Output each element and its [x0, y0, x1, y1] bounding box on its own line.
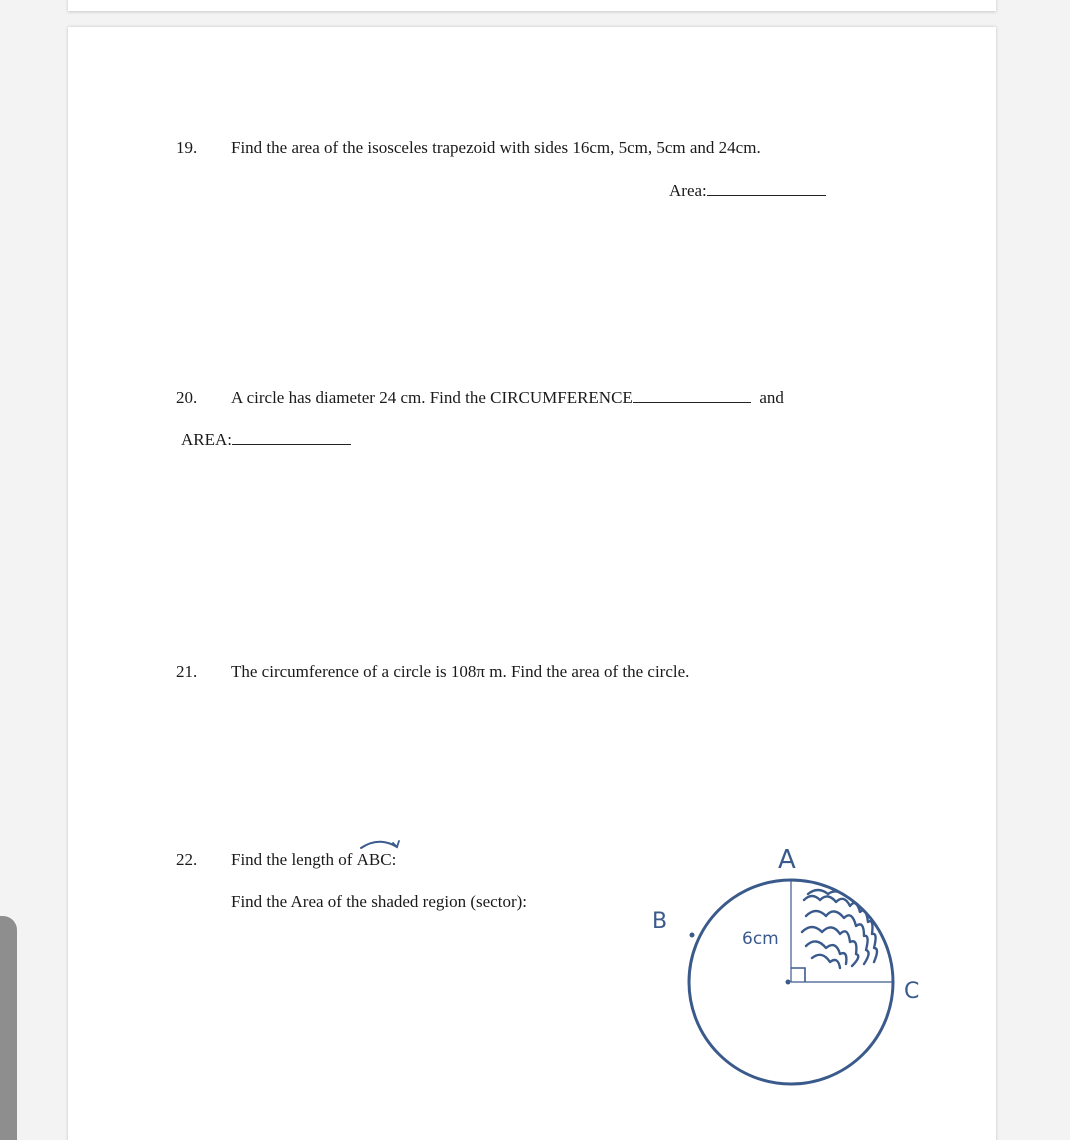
q20-text: A circle has diameter 24 cm. Find the CIRCUMFERENCE	[231, 388, 633, 407]
q20-area-label: AREA:	[181, 430, 232, 449]
q20-number: 20.	[176, 388, 198, 407]
shaded-sector	[802, 890, 877, 968]
q20-area	[181, 430, 351, 450]
previous-page	[68, 0, 996, 11]
q22-text1: Find the length of	[231, 850, 353, 869]
arc-symbol-icon	[357, 832, 401, 852]
q22-line1	[231, 850, 396, 870]
point-b-dot	[690, 933, 695, 938]
center-point	[786, 980, 791, 985]
q22-number: 22.	[176, 850, 198, 869]
q20-area-blank	[232, 430, 351, 445]
arc-abc	[357, 850, 392, 870]
q19-answer	[669, 181, 826, 201]
q20-and: and	[759, 388, 784, 407]
q21-number: 21.	[176, 662, 198, 681]
label-b: B	[652, 909, 668, 934]
q19-answer-blank	[707, 181, 826, 196]
arc-abc-text: ABC	[356, 850, 392, 869]
q22-text1-end: :	[391, 850, 397, 869]
q22-text2: Find the Area of the shaded region (sector):	[231, 892, 527, 911]
side-panel-tab[interactable]	[0, 916, 17, 1140]
q20-circumference-blank	[633, 388, 751, 403]
circle-sector-figure	[636, 836, 936, 1096]
radius-label: 6cm	[742, 929, 779, 949]
q21-text: The circumference of a circle is 108π m. Find the area of the circle.	[231, 662, 690, 681]
label-c: C	[904, 979, 920, 1004]
q19-number: 19.	[176, 138, 198, 157]
right-angle-icon	[791, 968, 805, 982]
q20-line	[231, 388, 784, 408]
q19-text: Find the area of the isosceles trapezoid with sides 16cm, 5cm, 5cm and 24cm.	[231, 138, 761, 157]
label-a: A	[778, 845, 796, 875]
q19-answer-label: Area:	[669, 181, 707, 200]
